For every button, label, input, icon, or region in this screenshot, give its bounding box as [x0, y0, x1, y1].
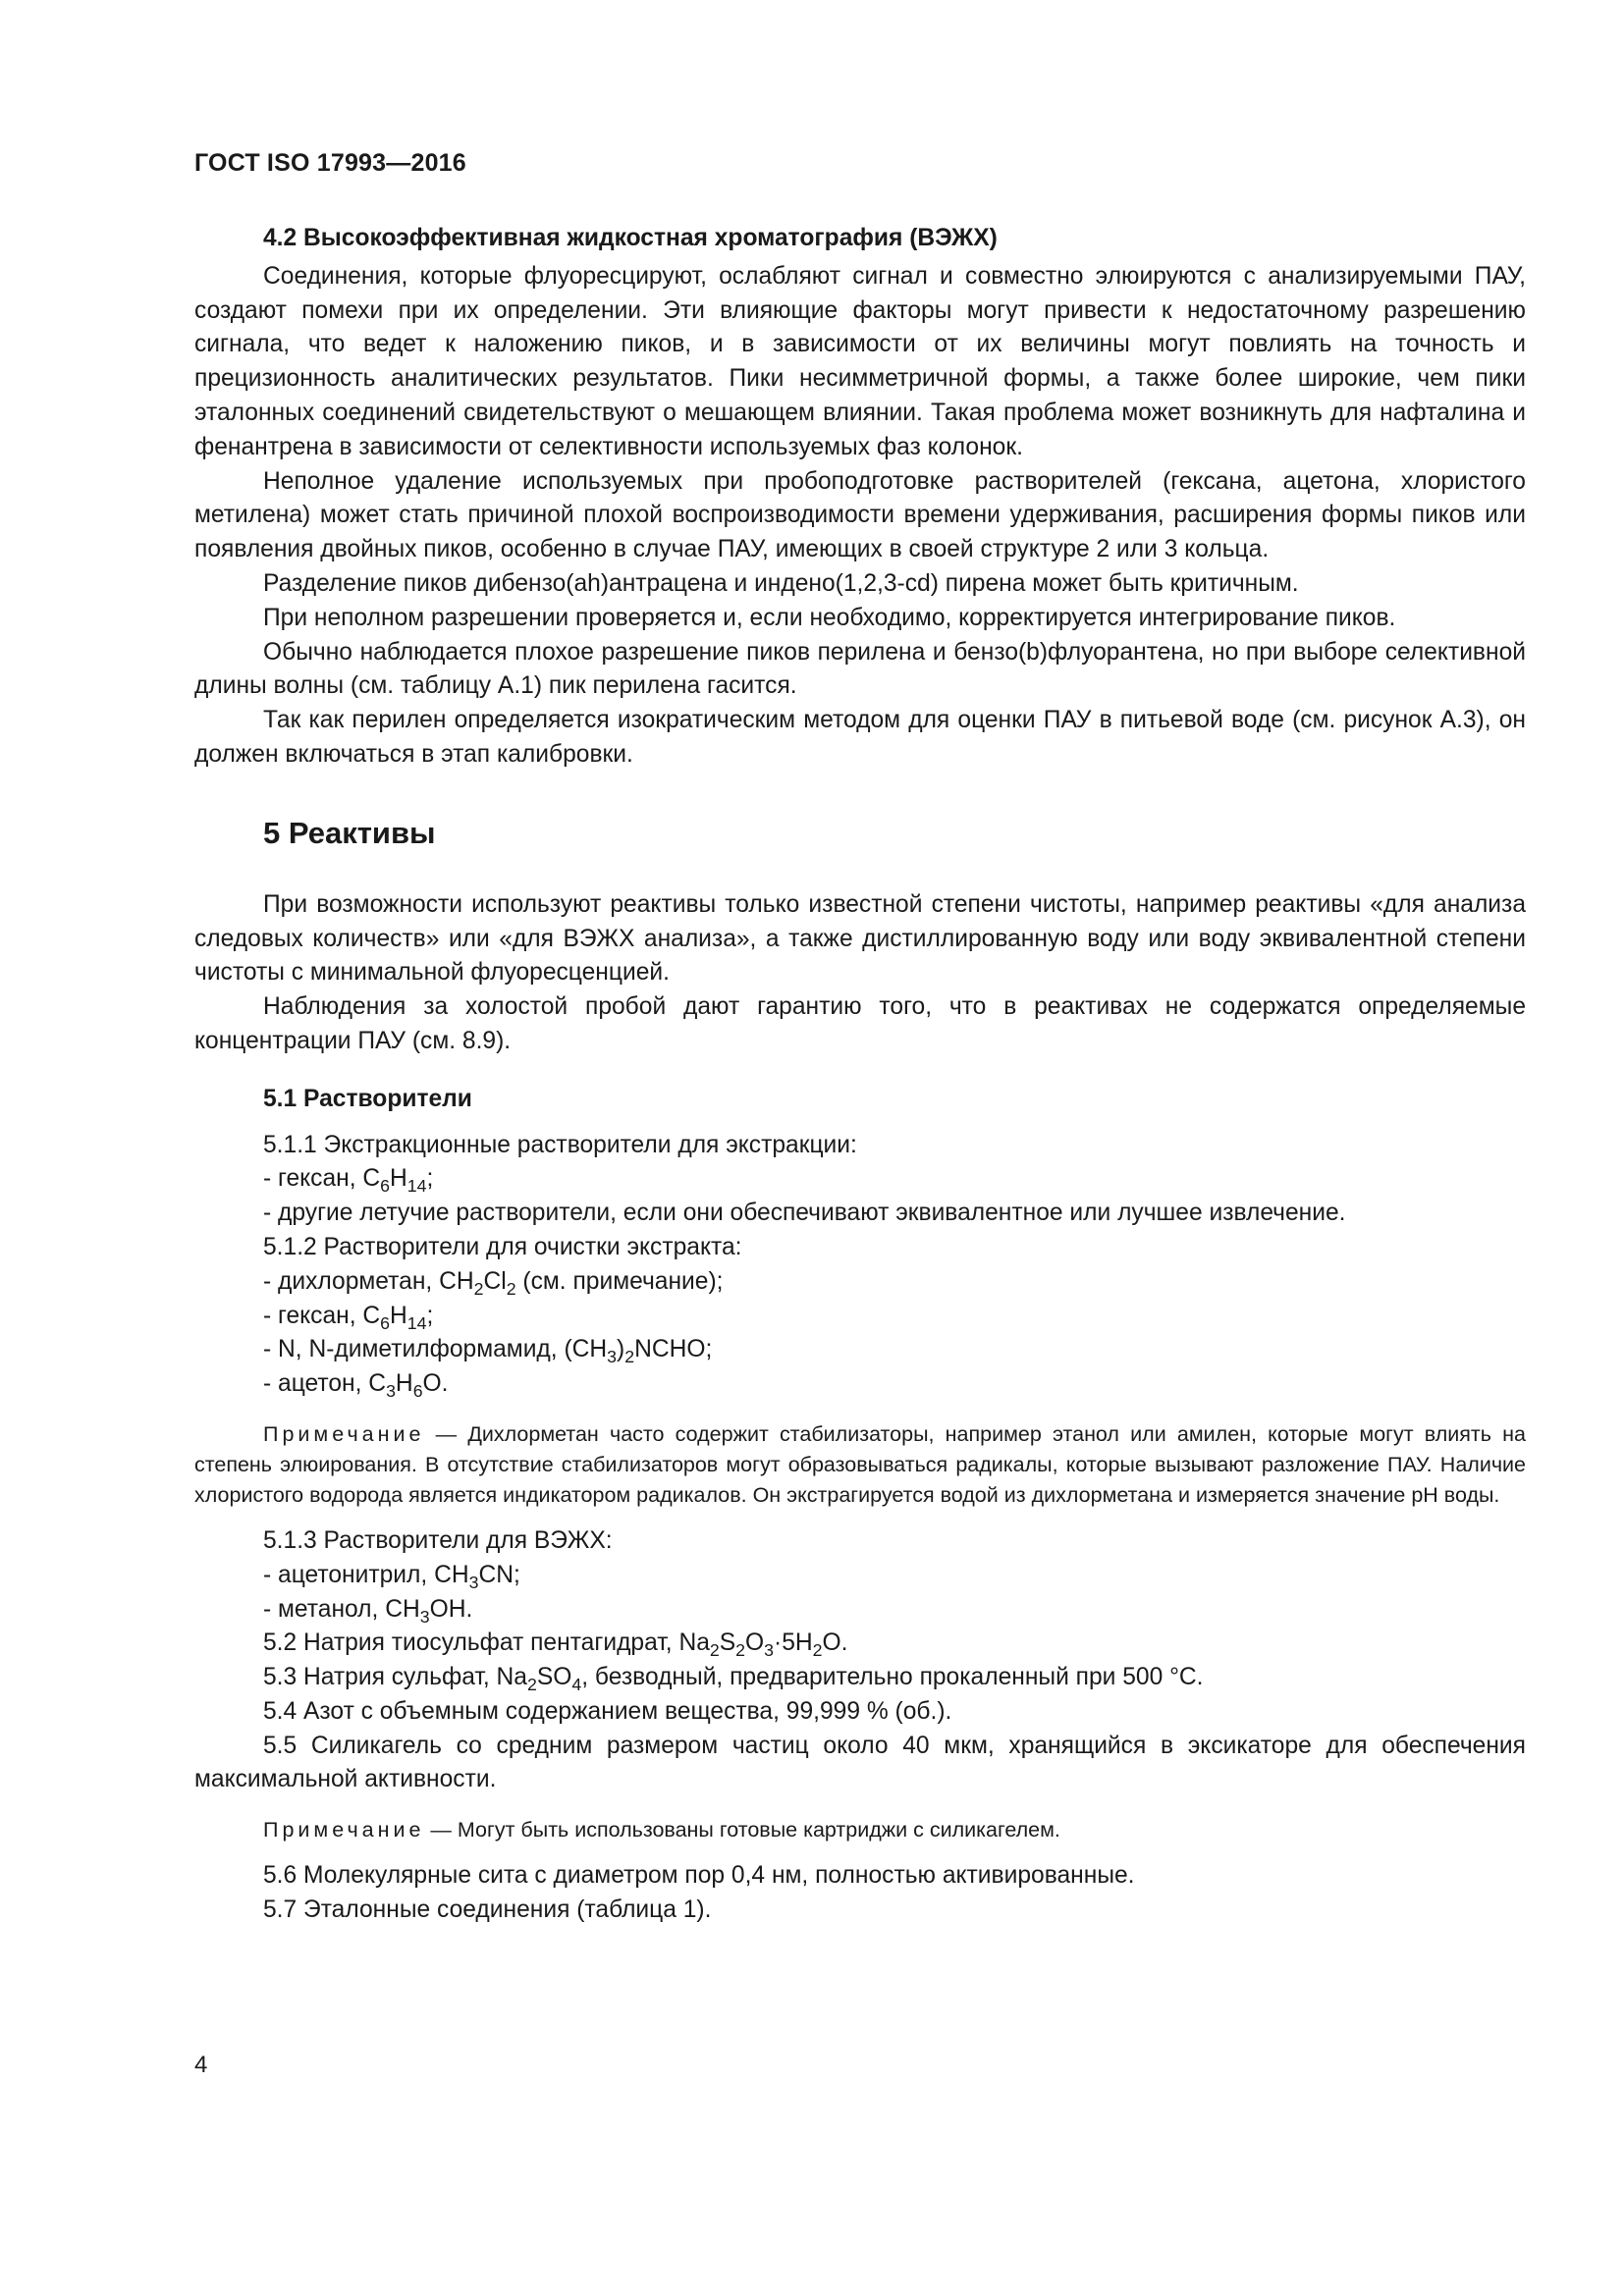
formula-subscript: 2: [812, 1640, 823, 1661]
list-item: - ацетон, $C_3H_6O$.: [263, 1370, 449, 1402]
list-item: 5.4 Азот с объемным содержанием вещества, 99,999 % (об.).: [263, 1697, 952, 1725]
formula-thiosulfate: [678, 1629, 848, 1661]
formula-text: H: [390, 1165, 407, 1193]
formula-text: OH.: [429, 1595, 473, 1623]
section-heading-5: 5 Реактивы: [263, 815, 436, 850]
note-silica-cartridges: Примечание — Могут быть использованы готовые картриджи с силикагелем.: [263, 1818, 1060, 1842]
formula-dimethylformamide: [564, 1336, 713, 1367]
formula-subscript: 3: [419, 1606, 430, 1627]
formula-text: SO: [536, 1664, 572, 1691]
formula-subscript: 2: [473, 1278, 484, 1299]
formula-text: ;: [426, 1165, 434, 1193]
formula-text: O.: [822, 1629, 848, 1657]
formula-subscript: 6: [380, 1312, 391, 1333]
formula-subscript: 14: [406, 1312, 427, 1333]
paragraph: Обычно наблюдается плохое разрешение пиков перилена и бензо(b)флуорантена, но при выборе селективной длины волны (см. таблицу А.1) пик перилена гасится.: [194, 638, 1526, 700]
document-code-header: ГОСТ ISO 17993—2016: [194, 149, 466, 177]
formula-text: CH: [434, 1561, 469, 1588]
formula-text: Cl: [483, 1267, 507, 1295]
list-item: 5.7 Эталонные соединения (таблица 1).: [263, 1896, 712, 1924]
formula-dichloromethane: [439, 1267, 516, 1299]
formula-text: O.: [422, 1370, 449, 1398]
paragraph: Неполное удаление используемых при пробоподготовке растворителей (гексана, ацетона, хлористого метилена) может стать причиной плохой воспроизводимости времени удерживания, расширения формы пиков или появления двойных пиков, особенно в случае ПАУ, имеющих в своей структуре 2 или 3 кольца.: [194, 467, 1526, 563]
list-item: - ацетонитрил, $CH_3CN$;: [263, 1561, 520, 1592]
formula-text: C: [368, 1370, 387, 1398]
list-item: 5.1.2 Растворители для очистки экстракта:: [263, 1233, 742, 1260]
formula-text: CN;: [478, 1561, 520, 1588]
formula-subscript: 2: [506, 1278, 516, 1299]
list-item: - гексан, $C_6H_{14}$;: [263, 1165, 434, 1197]
formula-text: Na: [496, 1664, 527, 1691]
list-item: - другие летучие растворители, если они обеспечивают эквивалентное или лучшее извлечение.: [263, 1200, 1346, 1227]
formula-hexane: [362, 1302, 434, 1333]
list-item: - N, N-диметилформамид, $(CH_3)_2NCHO$;: [263, 1336, 713, 1367]
formula-text: CH: [439, 1267, 474, 1295]
formula-text: (CH: [564, 1336, 608, 1363]
list-item: 5.2 Натрия тиосульфат пентагидрат, $Na_2S_2O_3\cdot 5H_2O$.: [263, 1629, 848, 1661]
formula-subscript: 3: [386, 1381, 396, 1402]
formula-hexane: [362, 1165, 434, 1197]
formula-text: ): [617, 1336, 625, 1363]
formula-text: C: [362, 1165, 381, 1193]
formula-acetonitrile: [434, 1561, 520, 1592]
paragraph: 5.5 Силикагель со средним размером частиц около 40 мкм, хранящийся в эксикаторе для обеспечения максимальной активности.: [194, 1732, 1526, 1793]
formula-subscript: 2: [709, 1640, 720, 1661]
heading-4-2: 4.2 Высокоэффективная жидкостная хроматография (ВЭЖХ): [263, 225, 998, 251]
heading-5-1: 5.1 Растворители: [263, 1085, 472, 1112]
list-item: - дихлорметан, $CH_2Cl_2$ (см. примечание);: [263, 1267, 724, 1299]
formula-subscript: 4: [571, 1675, 582, 1695]
formula-text: H: [390, 1302, 407, 1329]
formula-text: Na: [678, 1629, 710, 1657]
paragraph: При неполном разрешении проверяется и, если необходимо, корректируется интегрирование пиков.: [263, 604, 1396, 631]
paragraph: Так как перилен определяется изократическим методом для оценки ПАУ в питьевой воде (см. рисунок А.3), он должен включаться в этап калибровки.: [194, 707, 1526, 768]
formula-subscript: 6: [380, 1176, 391, 1197]
paragraph: Соединения, которые флуоресцируют, ослабляют сигнал и совместно элюируются с анализируемыми ПАУ, создают помехи при их определении. Эти влияющие факторы могут привести к недостаточному разрешению сигнала, что ведет к наложению пиков, и в зависимости от их величины могут повлиять на точность и прецизионность аналитических результатов. Пики несимметричной формы, а также более широкие, чем пики эталонных соединений свидетельствуют о мешающем влиянии. Такая проблема может возникнуть для нафталина и фенантрена в зависимости от селективности используемых фаз колонок.: [194, 262, 1526, 460]
paragraph: При возможности используют реактивы только известной степени чистоты, например реактивы «для анализа следовых количеств» или «для ВЭЖХ анализа», а также дистиллированную воду или воду эквивалентной степени чистоты с минимальной флуоресценцией.: [194, 890, 1526, 987]
formula-subscript: 2: [527, 1675, 537, 1695]
formula-text: CH: [385, 1595, 420, 1623]
list-item: 5.1.1 Экстракционные растворители для экстракции:: [263, 1131, 857, 1158]
formula-text: ·5H: [774, 1629, 813, 1657]
formula-subscript: 2: [624, 1347, 635, 1367]
note-dichloromethane: Примечание — Дихлорметан часто содержит стабилизаторы, например этанол или амилен, которые могут влиять на степень элюирования. В отсутствие стабилизаторов могут образовываться радикалы, которые вызывают разложение ПАУ. Наличие хлористого водорода является индикатором радикалов. Он экстрагируется водой из дихлорметана и измеряется значение pH воды.: [194, 1421, 1526, 1507]
paragraph: Разделение пиков дибензо(ah)антрацена и индено(1,2,3-cd) пирена может быть критичным.: [263, 569, 1299, 597]
list-item: - гексан, $C_6H_{14}$;: [263, 1302, 434, 1333]
list-item: 5.1.3 Растворители для ВЭЖХ:: [263, 1526, 613, 1554]
formula-text: S: [719, 1629, 736, 1657]
formula-text: H: [395, 1370, 413, 1398]
list-item: 5.6 Молекулярные сита с диаметром пор 0,4 нм, полностью активированные.: [263, 1862, 1135, 1890]
formula-sulfate: [496, 1664, 582, 1695]
paragraph: Наблюдения за холостой пробой дают гарантию того, что в реактивах не содержатся определяемые концентрации ПАУ (см. 8.9).: [194, 993, 1526, 1054]
formula-methanol: [385, 1595, 473, 1627]
list-item: 5.3 Натрия сульфат, $Na_2SO_4$, безводный, предварительно прокаленный при 500 °С.: [263, 1664, 1204, 1695]
list-item: - метанол, $CH_3OH$.: [263, 1595, 473, 1627]
formula-subscript: 3: [468, 1572, 479, 1592]
formula-subscript: 6: [412, 1381, 423, 1402]
formula-subscript: 3: [764, 1640, 775, 1661]
page-content: [194, 222, 1526, 1928]
page-number: 4: [194, 2052, 208, 2078]
formula-text: C: [362, 1302, 381, 1329]
formula-subscript: 2: [735, 1640, 746, 1661]
formula-text: ;: [426, 1302, 434, 1329]
formula-text: NCHO;: [634, 1336, 713, 1363]
formula-acetone: [368, 1370, 449, 1402]
formula-subscript: 14: [406, 1176, 427, 1197]
formula-subscript: 3: [607, 1347, 618, 1367]
formula-text: O: [745, 1629, 765, 1657]
